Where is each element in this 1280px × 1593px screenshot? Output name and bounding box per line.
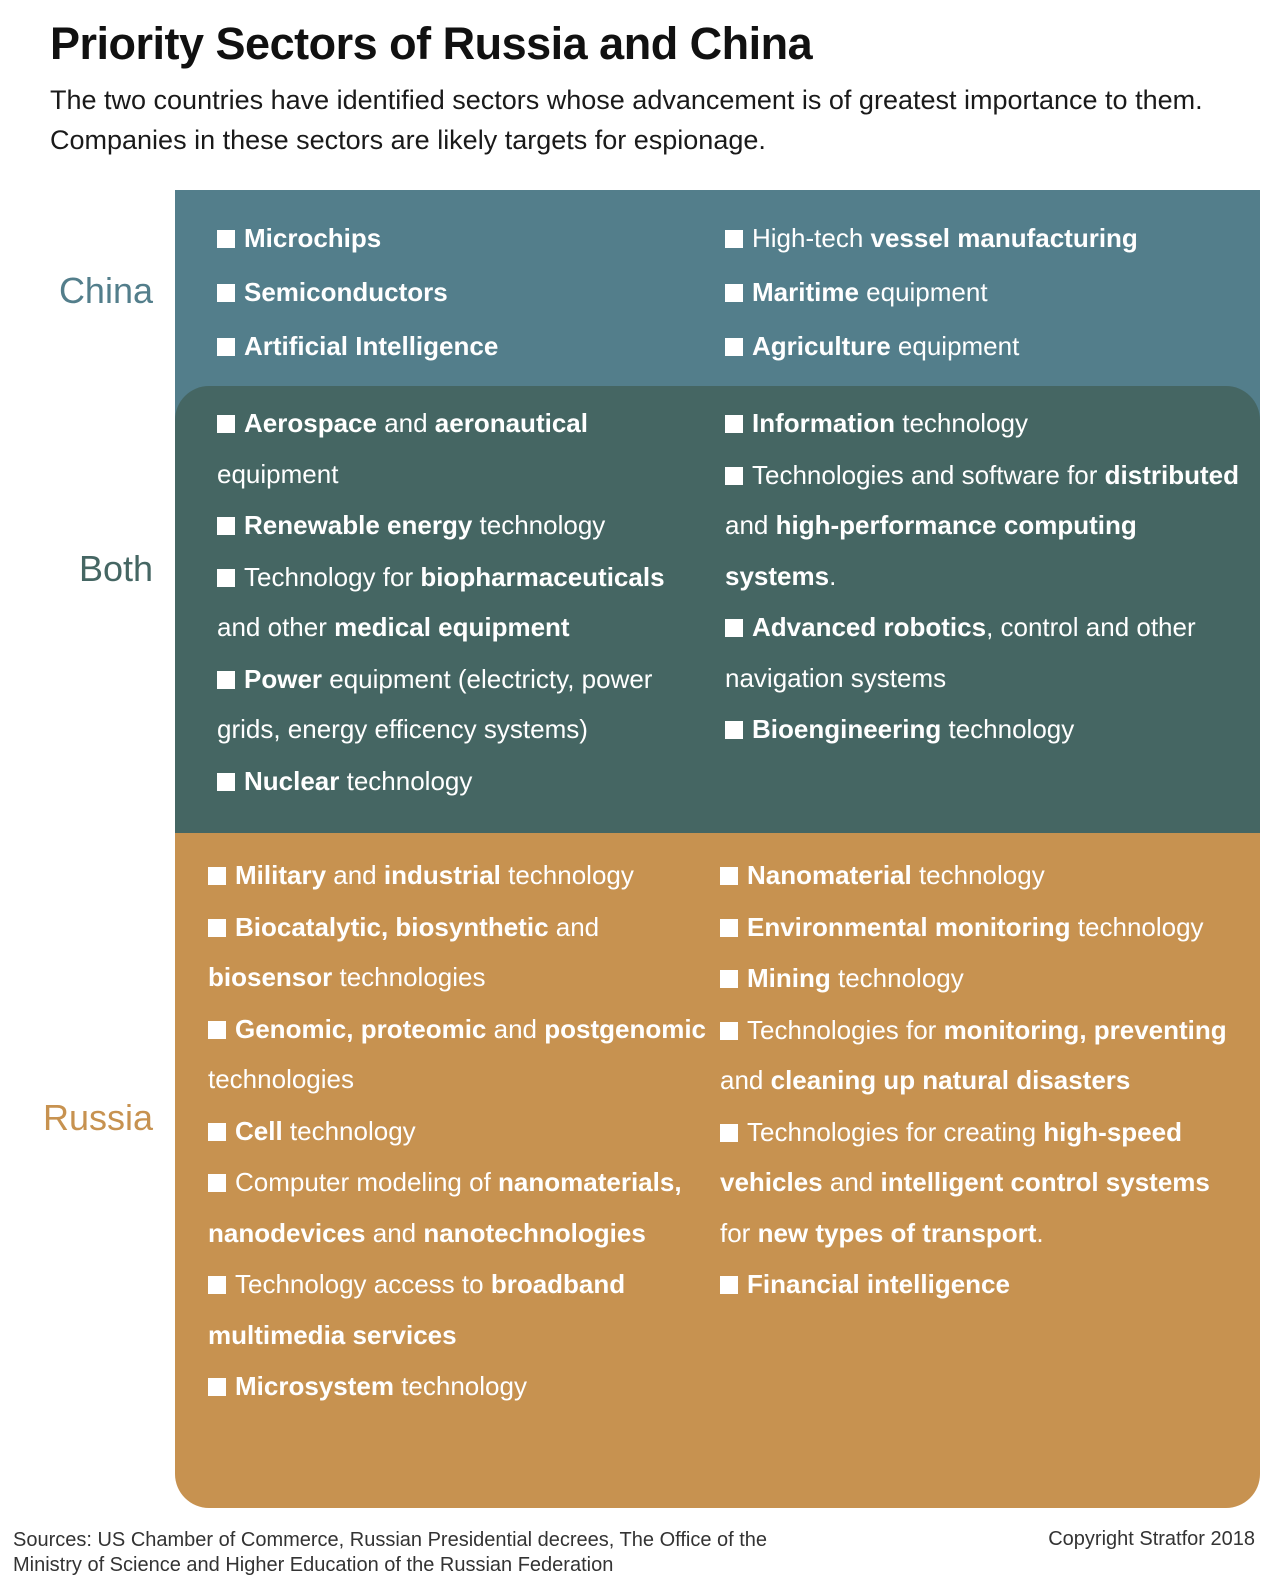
sector-item	[720, 1259, 1240, 1310]
sector-item	[208, 1106, 708, 1157]
sector-text: technology	[282, 1115, 416, 1146]
page-subtitle: The two countries have identified sectors whose advancement is of greatest importance to them. Companies in these sectors are likely targets for espionage.	[50, 85, 1203, 155]
sector-bold-text: intelligent control systems	[880, 1167, 1210, 1197]
sector-text: technology	[830, 963, 964, 993]
sector-item	[217, 654, 707, 755]
sector-bold-text: monitoring, preventing	[943, 1014, 1227, 1045]
square-bullet-icon	[208, 1174, 226, 1192]
sector-bold-text: Nanomaterial	[747, 860, 912, 890]
square-bullet-icon	[217, 284, 235, 302]
sector-text: and	[376, 408, 435, 438]
square-bullet-icon	[217, 415, 235, 433]
sector-item	[720, 1107, 1240, 1259]
sector-bold-text: high-performance computing systems	[725, 510, 1137, 591]
sector-item	[208, 1157, 708, 1258]
sector-bold-text: postgenomic	[544, 1013, 707, 1044]
sector-bold-text: Advanced robotics	[752, 612, 987, 642]
sector-item	[720, 1005, 1240, 1106]
square-bullet-icon	[217, 773, 235, 791]
square-bullet-icon	[217, 517, 235, 535]
sector-item	[725, 320, 1245, 373]
russia-panel	[175, 775, 1260, 1508]
sector-bold-text: vessel manufacturing	[870, 223, 1138, 253]
sector-bold-text: Genomic, proteomic	[235, 1013, 487, 1044]
sector-text: technology	[911, 860, 1045, 890]
sector-item	[217, 756, 707, 807]
page-title: Priority Sectors of Russia and China	[50, 18, 813, 69]
square-bullet-icon	[725, 338, 743, 356]
square-bullet-icon	[217, 671, 235, 689]
sector-text: and	[486, 1013, 545, 1044]
sector-bold-text: Maritime	[752, 277, 859, 307]
sector-item	[217, 500, 707, 551]
sector-text: and	[365, 1217, 424, 1248]
square-bullet-icon	[208, 1123, 226, 1141]
sector-item	[725, 450, 1245, 602]
sector-item	[208, 1004, 708, 1105]
sector-text: technology	[1070, 911, 1204, 942]
sector-bold-text: nanotechnologies	[423, 1217, 646, 1248]
sector-text: .	[1036, 1217, 1044, 1248]
square-bullet-icon	[208, 1276, 226, 1294]
sector-text: and	[822, 1167, 881, 1197]
sector-item	[217, 398, 707, 499]
sources-note: Sources: US Chamber of Commerce, Russian Presidential decrees, The Office of the Ministry of Science and Higher Education of the Russian Federation	[13, 1529, 768, 1576]
square-bullet-icon	[725, 415, 743, 433]
sector-text: Technology access to	[235, 1269, 491, 1299]
sector-item	[208, 902, 708, 1003]
sector-item	[208, 1259, 708, 1360]
square-bullet-icon	[208, 1378, 226, 1396]
square-bullet-icon	[720, 1276, 738, 1294]
sector-text: technology	[339, 765, 473, 796]
square-bullet-icon	[725, 467, 743, 485]
square-bullet-icon	[217, 338, 235, 356]
sector-item	[725, 398, 1245, 449]
sector-text: and	[720, 1065, 771, 1095]
copyright-note: Copyright Stratfor 2018	[1048, 1528, 1255, 1550]
sector-text: and	[326, 860, 384, 890]
sector-text: technology	[393, 1371, 527, 1401]
sector-text: Computer modeling of	[235, 1167, 499, 1197]
sector-item	[217, 552, 707, 653]
sector-bold-text: Mining	[747, 963, 831, 993]
sector-bold-text: Nuclear	[244, 765, 340, 796]
sector-text: for	[720, 1217, 758, 1248]
both-left-column	[217, 398, 707, 807]
sector-bold-text: Biocatalytic, biosynthetic	[235, 911, 549, 942]
both-right-column	[725, 398, 1245, 756]
sector-text: equipment	[217, 458, 339, 489]
sector-text: Technologies for creating	[747, 1116, 1044, 1147]
sector-bold-text: Financial intelligence	[747, 1269, 1010, 1299]
square-bullet-icon	[217, 230, 235, 248]
sector-text: Technologies for	[747, 1014, 944, 1045]
both-panel	[175, 386, 1260, 833]
square-bullet-icon	[720, 970, 738, 988]
sector-text: equipment	[858, 277, 988, 307]
russia-left-column	[208, 850, 708, 1413]
sector-text: technology	[941, 714, 1075, 744]
sector-item	[208, 1361, 708, 1412]
sector-bold-text: Environmental monitoring	[747, 911, 1071, 942]
sector-bold-text: cleaning up natural disasters	[770, 1065, 1131, 1095]
sector-bold-text: nanomaterials, nanodevices	[208, 1167, 682, 1248]
sector-bold-text: medical equipment	[334, 612, 570, 642]
sector-bold-text: biosensor	[208, 962, 333, 992]
sector-bold-text: industrial	[383, 860, 501, 890]
sector-item	[725, 266, 1245, 319]
square-bullet-icon	[208, 1021, 226, 1039]
sector-text: technologies	[208, 1064, 354, 1094]
sector-text: equipment (electricty, power grids, energy efficency systems)	[217, 663, 653, 744]
both-label: Both	[78, 548, 153, 589]
sector-text: equipment	[890, 331, 1020, 361]
sector-bold-text: aeronautical	[434, 408, 588, 438]
sector-item	[725, 212, 1245, 265]
russia-right-column	[720, 850, 1240, 1311]
sector-item	[720, 953, 1240, 1004]
russia-label: Russia	[42, 1097, 153, 1138]
sector-text: Technologies and software for	[752, 459, 1105, 490]
sector-bold-text: Power	[244, 663, 323, 694]
sector-text: and	[725, 510, 776, 540]
square-bullet-icon	[208, 919, 226, 937]
china-right-column	[725, 212, 1245, 374]
sector-text: and	[548, 911, 600, 942]
square-bullet-icon	[208, 867, 226, 885]
sector-item	[208, 850, 708, 901]
square-bullet-icon	[725, 721, 743, 739]
sector-text: technology	[500, 860, 634, 890]
sector-item	[720, 902, 1240, 953]
sector-item	[725, 704, 1245, 755]
sector-text: and other	[217, 612, 335, 642]
sector-bold-text: Semiconductors	[244, 277, 448, 307]
sector-bold-text: Information	[752, 408, 895, 438]
sector-item	[217, 212, 697, 265]
sector-bold-text: Aerospace	[244, 408, 377, 438]
square-bullet-icon	[720, 919, 738, 937]
square-bullet-icon	[720, 867, 738, 885]
sector-text: , control and other navigation systems	[725, 612, 1196, 693]
sector-text: High-tech	[752, 223, 871, 253]
sector-bold-text: Cell	[235, 1115, 283, 1146]
sector-bold-text: Agriculture	[752, 331, 891, 361]
sector-item	[217, 266, 697, 319]
sector-bold-text: broadband multimedia services	[208, 1269, 626, 1350]
square-bullet-icon	[720, 1124, 738, 1142]
sector-bold-text: high-speed vehicles	[720, 1116, 1182, 1197]
sector-bold-text: Microchips	[244, 223, 382, 253]
sector-item	[720, 850, 1240, 901]
china-left-column	[217, 212, 697, 374]
sector-bold-text: Military	[235, 860, 327, 890]
china-label: China	[58, 270, 153, 311]
sector-bold-text: Renewable energy	[244, 510, 473, 540]
sector-text: technology	[895, 408, 1028, 438]
sector-item	[725, 602, 1245, 703]
sector-text: technologies	[332, 962, 486, 992]
sector-bold-text: Microsystem	[235, 1371, 394, 1401]
sector-text: Technology for	[244, 561, 421, 592]
square-bullet-icon	[725, 230, 743, 248]
square-bullet-icon	[725, 284, 743, 302]
square-bullet-icon	[720, 1022, 738, 1040]
sector-bold-text: distributed	[1104, 459, 1239, 490]
square-bullet-icon	[217, 569, 235, 587]
sector-item	[217, 320, 697, 373]
square-bullet-icon	[725, 619, 743, 637]
sector-bold-text: biopharmaceuticals	[420, 561, 665, 592]
sector-bold-text: Bioengineering	[752, 714, 942, 744]
sector-bold-text: Artificial Intelligence	[244, 331, 499, 361]
sector-bold-text: new types of transport	[757, 1217, 1037, 1248]
sector-text: technology	[472, 510, 606, 540]
sector-text: .	[829, 560, 837, 591]
